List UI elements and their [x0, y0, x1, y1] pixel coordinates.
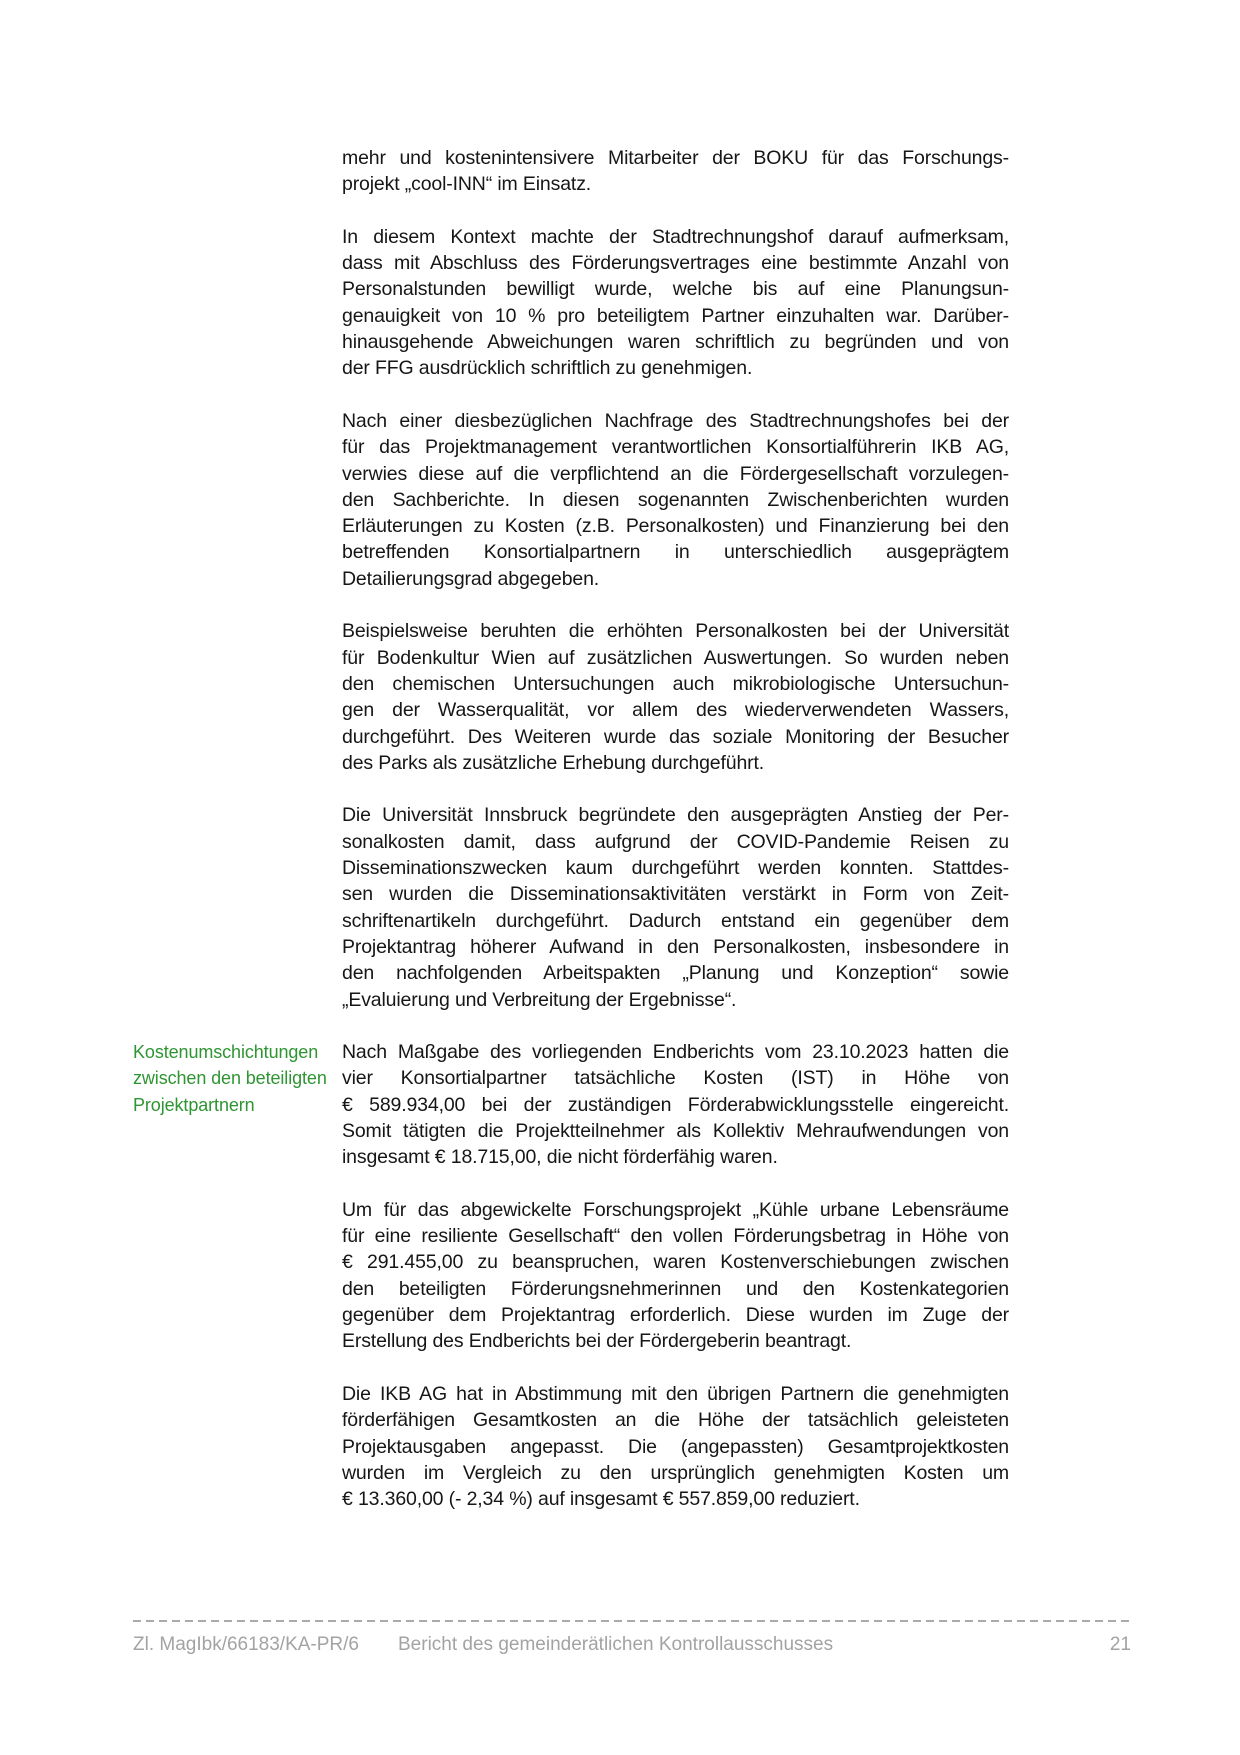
body-line: den beteiligten Förderungsnehmerinnen und den Kostenkategorien [342, 1277, 1009, 1300]
paragraph [342, 1039, 1009, 1170]
body-line: förderfähigen Gesamtkosten an die Höhe der tatsächlich geleisteten [342, 1409, 1009, 1432]
body-line: der FFG ausdrücklich schriftlich zu genehmigen. [342, 357, 753, 380]
paragraph [342, 618, 1009, 776]
body-line: € 589.934,00 bei der zuständigen Förderabwicklungsstelle eingereicht. [342, 1093, 1009, 1116]
body-line: Nach einer diesbezüglichen Nachfrage des Stadtrechnungshofes bei der [342, 409, 1009, 432]
body-line: für eine resiliente Gesellschaft“ den vollen Förderungsbetrag in Höhe von [342, 1225, 1009, 1248]
body-line: mehr und kostenintensivere Mitarbeiter der BOKU für das Forschungs- [342, 147, 1009, 169]
footer-reference-number: Zl. MagIbk/66183/KA-PR/6 [133, 1634, 359, 1655]
body-line: Die Universität Innsbruck begründete den ausgeprägten Anstieg der Per- [342, 804, 1009, 827]
footer-divider [133, 1620, 1134, 1622]
margin-note-line: zwischen den beteiligten [133, 1068, 327, 1089]
body-line: schriftenartikeln durchgeführt. Dadurch entstand ein gegenüber dem [342, 909, 1009, 932]
paragraph [342, 1197, 1009, 1355]
body-line: Disseminationszwecken kaum durchgeführt werden konnten. Stattdes- [342, 857, 1009, 880]
body-line: genauigkeit von 10 % pro beteiligtem Partner einzuhalten war. Darüber- [342, 304, 1009, 327]
body-line: insgesamt € 18.715,00, die nicht förderfähig waren. [342, 1146, 778, 1169]
body-line: Erläuterungen zu Kosten (z.B. Personalkosten) und Finanzierung bei den [342, 515, 1009, 538]
body-line: gegenüber dem Projektantrag erforderlich. Diese wurden im Zuge der [342, 1304, 1009, 1327]
body-line: Projektantrag höherer Aufwand in den Personalkosten, insbesondere in [342, 935, 1009, 958]
body-line: sen wurden die Disseminationsaktivitäten verstärkt in Form von Zeit- [342, 883, 1009, 906]
margin-note [133, 1039, 339, 1118]
body-line: projekt „cool-INN“ im Einsatz. [342, 173, 592, 196]
body-line: wurden im Vergleich zu den ursprünglich genehmigten Kosten um [342, 1461, 1009, 1484]
body-line: betreffenden Konsortialpartnern in unterschiedlich ausgeprägtem [342, 541, 1009, 564]
body-line: des Parks als zusätzliche Erhebung durchgeführt. [342, 751, 765, 774]
paragraph [342, 408, 1009, 592]
body-line: verwies diese auf die verpflichtend an die Fördergesellschaft vorzulegen- [342, 462, 1009, 485]
body-line: vier Konsortialpartner tatsächliche Kosten (IST) in Höhe von [342, 1067, 1009, 1090]
margin-note-line: Projektpartnern [133, 1094, 255, 1115]
body-line: Nach Maßgabe des vorliegenden Endberichts vom 23.10.2023 hatten die [342, 1041, 1009, 1064]
body-line: Erstellung des Endberichts bei der Fördergeberin beantragt. [342, 1330, 852, 1353]
body-line: Projektausgaben angepasst. Die (angepassten) Gesamtprojektkosten [342, 1435, 1009, 1458]
body-line: € 13.360,00 (- 2,34 %) auf insgesamt € 557.859,00 reduziert. [342, 1488, 860, 1511]
body-line: Um für das abgewickelte Forschungsprojekt „Kühle urbane Lebensräume [342, 1198, 1009, 1221]
body-line: den chemischen Untersuchungen auch mikrobiologische Untersuchun- [342, 672, 1009, 695]
body-line: für Bodenkultur Wien auf zusätzlichen Auswertungen. So wurden neben [342, 646, 1009, 669]
body-line: gen der Wasserqualität, vor allem des wiederverwendeten Wassers, [342, 699, 1009, 722]
body-line: € 291.455,00 zu beanspruchen, waren Kostenverschiebungen zwischen [342, 1251, 1009, 1274]
body-line: sonalkosten damit, dass aufgrund der COVID-Pandemie Reisen zu [342, 830, 1009, 853]
body-line: hinausgehende Abweichungen waren schriftlich zu begründen und von [342, 331, 1009, 354]
page-footer [133, 1633, 1131, 1657]
body-line: dass mit Abschluss des Förderungsvertrages eine bestimmte Anzahl von [342, 252, 1009, 275]
body-line: In diesem Kontext machte der Stadtrechnungshof darauf aufmerksam, [342, 225, 1009, 248]
margin-note-line: Kostenumschichtungen [133, 1042, 319, 1062]
paragraph [342, 145, 1009, 198]
paragraph [342, 1381, 1009, 1512]
body-line: Detailierungsgrad abgegeben. [342, 567, 600, 590]
body-line: durchgeführt. Des Weiteren wurde das soziale Monitoring der Besucher [342, 725, 1009, 748]
body-line: den Sachberichte. In diesen sogenannten Zwischenberichten wurden [342, 488, 1009, 511]
body-line: Die IKB AG hat in Abstimmung mit den übrigen Partnern die genehmigten [342, 1382, 1009, 1405]
paragraph [342, 224, 1009, 382]
paragraph [342, 802, 1009, 1012]
body-line: „Evaluierung und Verbreitung der Ergebnisse“. [342, 988, 737, 1011]
body-line: Personalstunden bewilligt wurde, welche bis auf eine Planungsun- [342, 278, 1009, 301]
footer-report-title: Bericht des gemeinderätlichen Kontrollausschusses [398, 1634, 834, 1655]
body-line: den nachfolgenden Arbeitspakten „Planung und Konzeption“ sowie [342, 962, 1009, 985]
footer-page-number: 21 [1109, 1634, 1131, 1655]
body-line: für das Projektmanagement verantwortlichen Konsortialführerin IKB AG, [342, 436, 1009, 459]
body-line: Beispielsweise beruhten die erhöhten Personalkosten bei der Universität [342, 620, 1009, 643]
document-body [342, 145, 1009, 1539]
body-line: Somit tätigten die Projektteilnehmer als Kollektiv Mehraufwendungen von [342, 1119, 1009, 1142]
